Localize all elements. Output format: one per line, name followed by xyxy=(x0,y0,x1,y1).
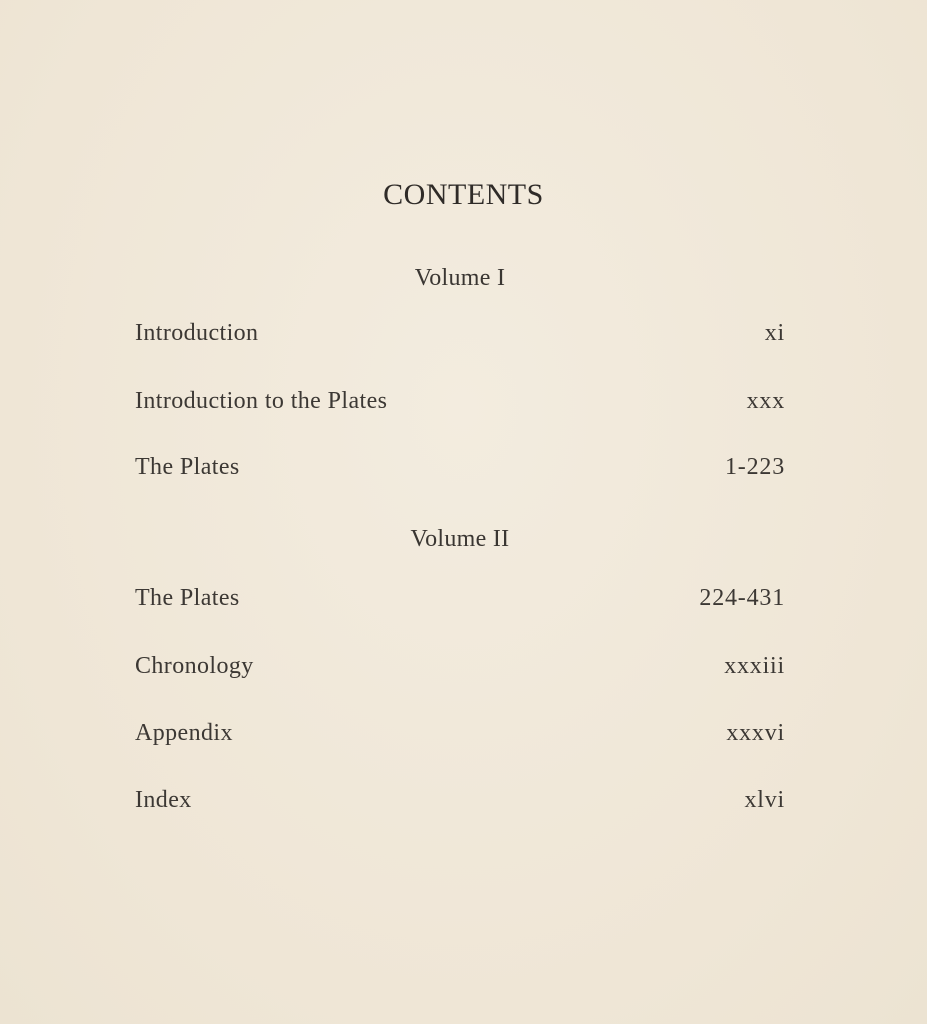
toc-entry-page: 224-431 xyxy=(699,585,785,611)
toc-entry xyxy=(135,388,785,418)
page-title: CONTENTS xyxy=(383,178,544,211)
toc-entry-page: xlvi xyxy=(744,787,785,813)
volume-heading-2: Volume II xyxy=(410,526,510,552)
toc-entry-label: Introduction xyxy=(135,320,259,346)
toc-entry-label: Appendix xyxy=(135,720,233,746)
toc-entry-label: Index xyxy=(135,787,192,813)
toc-entry-label: Chronology xyxy=(135,653,254,679)
toc-entry xyxy=(135,653,785,683)
volume-heading-1: Volume I xyxy=(414,265,506,291)
toc-entry-page: xxxiii xyxy=(724,653,785,679)
toc-entry-page: xxx xyxy=(746,388,785,414)
toc-entry xyxy=(135,720,785,750)
toc-entry-page: xxxvi xyxy=(726,720,785,746)
toc-entry xyxy=(135,320,785,350)
toc-entry-page: 1-223 xyxy=(725,454,785,480)
toc-entry xyxy=(135,585,785,615)
toc-entry-page: xi xyxy=(764,320,785,346)
toc-entry-label: The Plates xyxy=(135,585,240,611)
toc-entry xyxy=(135,454,785,484)
toc-entry-label: The Plates xyxy=(135,454,240,480)
toc-entry xyxy=(135,787,785,817)
toc-entry-label: Introduction to the Plates xyxy=(135,388,388,414)
